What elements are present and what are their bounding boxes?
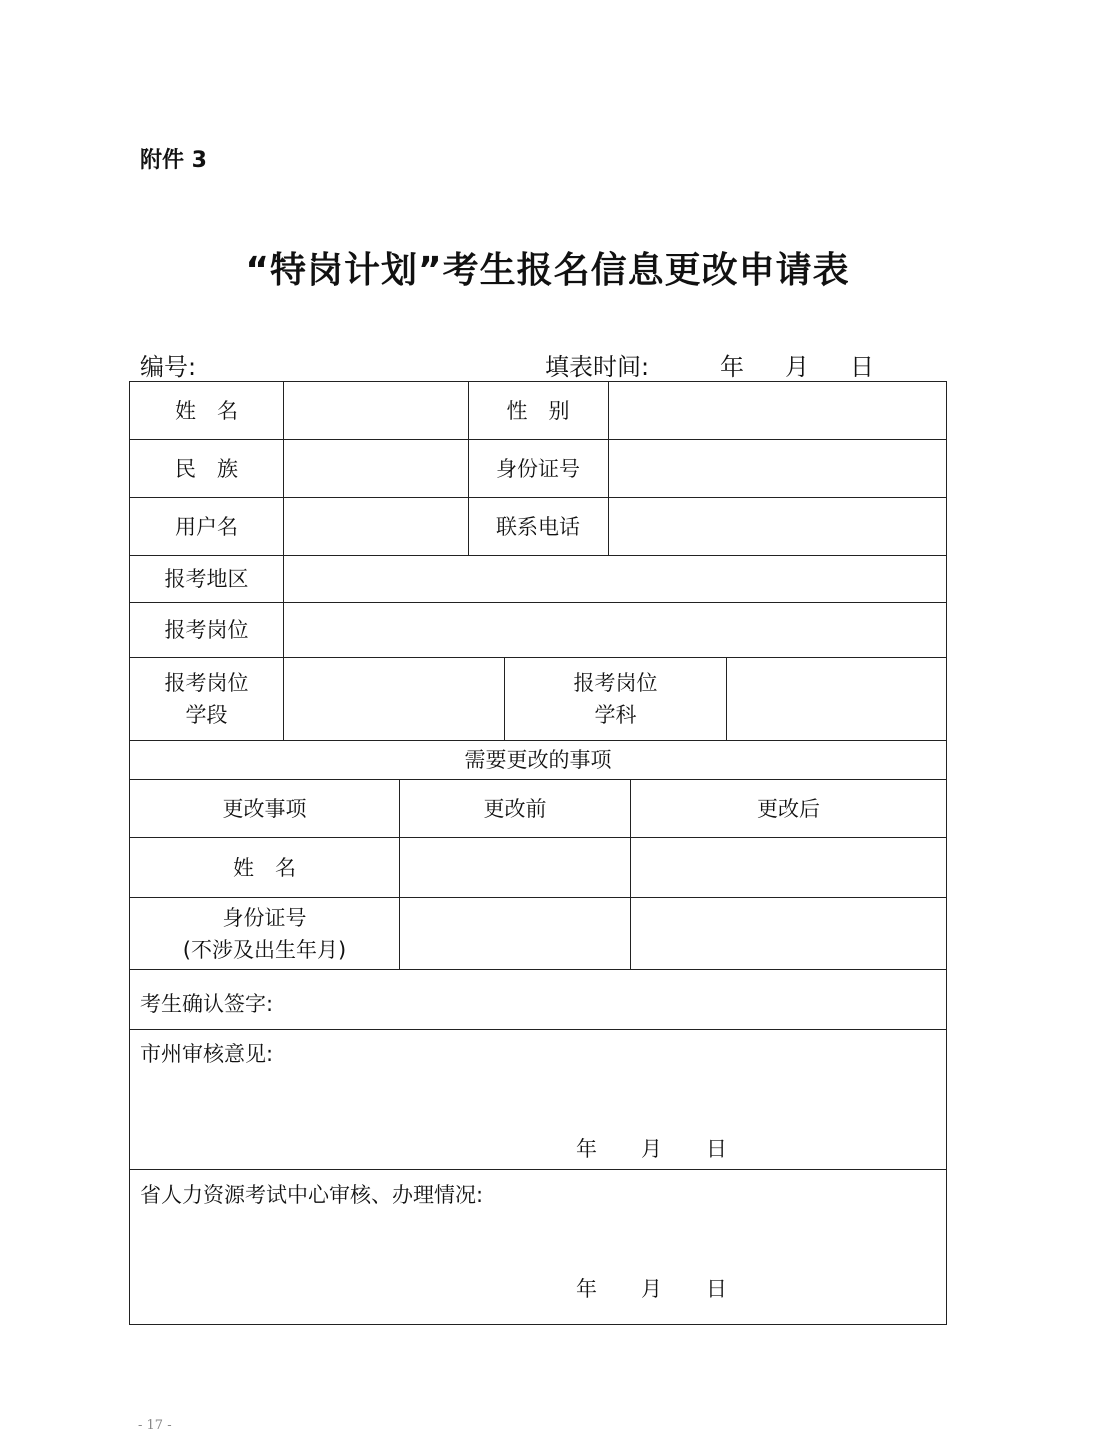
position-label: 报考岗位 [164,618,249,642]
change-name-before[interactable] [400,838,630,897]
change-item-header: 更改事项 [222,796,307,821]
change-after-header: 更改后 [757,796,820,821]
subject-label [505,658,726,740]
changes-section-title: 需要更改的事项 [464,748,612,772]
fill-year: 年 [720,353,744,381]
change-id-label-line1: 身份证号 [222,905,307,930]
row-divider [130,1169,946,1170]
stage-label [130,658,283,740]
change-before-header: 更改前 [483,796,547,821]
change-name-after[interactable] [631,838,946,897]
region-field[interactable] [284,556,946,602]
change-id-after[interactable] [631,898,946,969]
page-number: - 17 - [138,1418,172,1433]
phone-label: 联系电话 [496,514,580,539]
form-table [129,381,947,1325]
id-number-field[interactable] [609,440,946,497]
change-name-label: 姓 名 [233,855,296,880]
fill-day: 日 [850,353,874,381]
username-field[interactable] [284,498,468,555]
form-title: “特岗计划”考生报名信息更改申请表 [245,250,850,291]
ethnicity-label: 民 族 [175,456,238,481]
change-id-before[interactable] [400,898,630,969]
fill-time-label: 填表时间: [545,353,650,381]
ethnicity-field[interactable] [284,440,468,497]
city-review-label: 市州审核意见: [140,1042,274,1066]
region-label: 报考地区 [164,567,249,591]
row-divider [130,969,946,970]
province-review-month: 月 [641,1277,662,1301]
id-number-label: 身份证号 [496,456,580,481]
name-label: 姓 名 [175,398,238,423]
gender-label: 性 别 [506,398,570,423]
stage-field[interactable] [284,658,504,740]
attachment-label: 附件 3 [140,148,207,173]
province-review-day: 日 [706,1277,727,1301]
province-review-year: 年 [576,1277,597,1301]
change-id-label [130,898,399,969]
subject-label-line1: 报考岗位 [573,671,658,695]
change-id-label-line2: (不涉及出生年月) [182,937,347,962]
city-review-day: 日 [706,1137,727,1161]
gender-field[interactable] [609,382,946,439]
number-label: 编号: [140,353,197,381]
stage-label-line1: 报考岗位 [164,671,249,695]
subject-field[interactable] [727,658,946,740]
city-review-year: 年 [576,1137,597,1161]
username-label: 用户名 [175,514,238,539]
position-field[interactable] [284,603,946,657]
row-divider [130,1029,946,1030]
fill-time [545,347,874,382]
stage-label-line2: 学段 [185,703,228,727]
phone-field[interactable] [609,498,946,555]
signature-label: 考生确认签字: [140,992,274,1016]
subject-label-line2: 学科 [594,703,637,727]
fill-month: 月 [785,353,809,381]
name-field[interactable] [284,382,468,439]
city-review-month: 月 [641,1137,662,1161]
province-review-label: 省人力资源考试中心审核、办理情况: [140,1183,484,1207]
